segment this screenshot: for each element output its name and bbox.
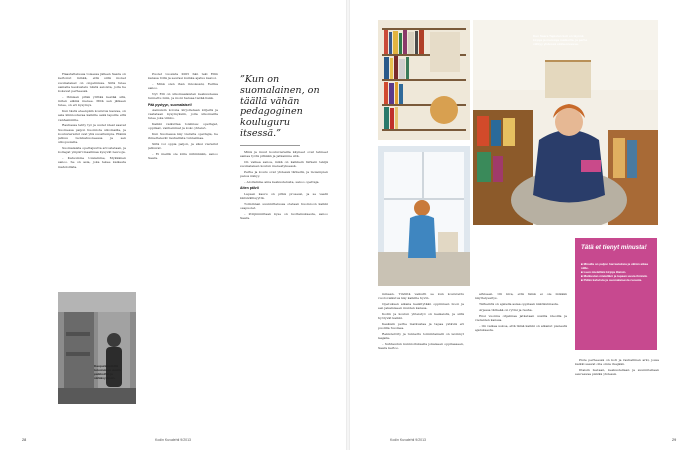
sidebar-item: ■ Matkustan mielelläni ja tapaan uusia ihmisiä.	[581, 274, 648, 279]
portrait-caption: Kun Saara Tapiolan koti on täynnä kirjoja ja muistoja matkoilta, ja perhe viihtyy yhdessä olohuoneessa.	[533, 34, 588, 46]
elevator-photo-image	[58, 292, 136, 404]
paragraph: Rekisteröity ja tunnettu toimintamalli on levinnyt laajalle.	[378, 332, 464, 341]
bookshelf-photo	[378, 20, 470, 140]
article-column-3	[240, 150, 328, 442]
section-subhead: Aiten pälvii	[240, 186, 259, 191]
paragraph: – Ei meillä ole kiire mihinkään, sanoo Saara.	[148, 152, 218, 161]
paragraph: Kun Suomessa käy vieraita opettajia, he ihmettelevät rauhallista tunnelmaa.	[148, 132, 218, 141]
paragraph: Iltaisin luetaan, keskustellaan ja suunnitellaan seuraavaa päivää yhdessä.	[575, 368, 659, 377]
paragraph: Perhe ja koulu ovat yhdessä tärkeitä, ja molempien panos näkyy.	[240, 170, 328, 179]
paragraph: Siitä voi oppia paljon, ja siksi vierailut jatkuvat.	[148, 142, 218, 151]
window-photo	[378, 146, 470, 286]
sidebar-title: Tätä et tienyt minusta!	[581, 244, 647, 251]
paragraph: Rauhassa tehty työ ja uudet ideat saavat Suomessa paljon huomiota ulkomailla, ja kouluvierailut ovat yhä suositumpia. Elämä jatkuu luokkahuoneessa ja sen ulkopuolella.	[58, 123, 126, 145]
paragraph: Lapsen kasvu on pitkä prosessi, ja se vaatii kärsivällisyyttä.	[240, 191, 328, 200]
sidebar-item: ■ Minulla on paljon harrastuksia ja vähän aikaa niille.	[581, 262, 649, 271]
paragraph: – Ihmisen pitää yrittää kestää sitä, miten elämä menee. Mitä sen jälkeen tulee, on eri kysymys.	[58, 94, 126, 108]
article-column-5	[475, 292, 567, 438]
fact-sidebar	[575, 238, 657, 350]
paragraph: – Pohjimmiltaan kyse on luottamuksesta, sanoo Saara.	[240, 211, 328, 220]
paragraph: Minä ja muut kouluvierailla käyneet ovat tehneet samaa työtä pitkään ja jatkamme sitä.	[240, 150, 328, 159]
paragraph: Tärkeintä on ajatella asiaa oppilaan näkökulmasta.	[479, 302, 559, 306]
page-number-right: 29	[672, 438, 677, 442]
paragraph: Opetuksen aikana keskitytään oppimisen iloon ja sen jakamiseen muiden kanssa.	[378, 302, 464, 311]
paragraph: – On vaikea uskoa, että tämä kaikki on alkanut pienestä ajatuksesta.	[475, 323, 567, 332]
article-column-6	[575, 358, 659, 438]
article-column-4	[378, 292, 464, 438]
paragraph: Kaikki vaikuttaa toisiinsa: opettajat, oppilaat, vanhemmat ja koko yhteisö.	[148, 122, 218, 131]
portrait-photo	[473, 20, 658, 225]
photo-caption: Kaupunkiretkillä tutustutaan uusiin paikkoihin ja nähtävyyksiin.	[94, 364, 121, 380]
article-column-2	[148, 72, 218, 442]
left-page	[0, 0, 346, 450]
portrait-photo-image	[473, 20, 658, 225]
paragraph: – Katsomme toisiamme, Mykkänen sanoo. Se on asia, joka tekee kaikesta mahdollista.	[58, 156, 126, 169]
paragraph: Toiminnan suunnittelussa otetaan huomioon kaikki osapuolet.	[240, 201, 328, 210]
elevator-photo	[58, 292, 136, 404]
paragraph: Haastattelussa toisessa jälleen Saara on kertonut minkä, että siitä monet suomalaiset on ongelmissa. Siitä tulee samalla keskustelu niistä asioista, joita he kokevat perheessä.	[58, 72, 126, 93]
paragraph: Suomalaista opettajuutta arvostetaan, ja kollegat ympäri maailmaa kysyvät neuvoja.	[58, 146, 126, 155]
paragraph: Kodin ja koulun yhteistyö on keskeistä, ja siitä hyötyvät kaikki.	[378, 312, 464, 321]
section-subhead: Pää pystyyn, suomalaiset!	[148, 102, 192, 107]
paragraph: – Aloitamme aina keskustelusta, sanoo opettaja.	[244, 180, 320, 184]
page-number-left: 28	[22, 438, 27, 442]
paragraph: Puolet vuosista 2005 hän teki Ellin kanssa töitä ja seurasi kuinka ajatus kasvoi.	[148, 72, 218, 81]
paragraph: Aamuisin kotona kirjoitetaan kirjeitä ja vastataan kysymyksiin, joita ulkomailta tulee joka viikko.	[148, 107, 218, 121]
paragraph: – Suhtaudun kunnioituksella jokaiseen oppilaaseen, Saara kertoo.	[378, 342, 464, 351]
paragraph: Nyt Elli on ulkomaalaisten keskuudessa tunnettu nimi, ja moni haluaa tietää lisää.	[148, 92, 218, 101]
right-page	[350, 0, 696, 450]
paragraph: Kesäisin perhe matkustaa ja tapaa ystäviä eri puolilla Suomea.	[378, 322, 464, 331]
sidebar-list	[581, 262, 653, 282]
paragraph: – Minä olen ihan innoissani, Eerika sanoo.	[148, 82, 218, 91]
pull-quote-rule	[240, 145, 300, 146]
pull-quote-text: ”Kun on suomalainen, on täällä vähän pedagoginen kouluguru itsessä.”	[240, 74, 320, 139]
footer-center: Kodin Kuvalehti 9/2013	[390, 438, 426, 442]
paragraph: Arjessa tärkeää on rytmi ja rauha.	[479, 307, 533, 312]
paragraph: minaan. Tiiviiltä vaikutti se kun koulutettu vuorovaikutus käy kaikille hyvin.	[378, 292, 464, 301]
bookshelf-photo-image	[378, 20, 470, 140]
paragraph: On vaikea sanoa, mikä on kaikkein tärkein tekijä suomalaisen koulun menestyksessä.	[240, 160, 328, 169]
sidebar-item: ■ Pidän kahvista ja suomalaisesta ruoasta.	[581, 278, 643, 283]
paragraph: Piste perheessä on koti ja rauhallinen arki, jossa kaikki saavat olla omia itsejään.	[575, 358, 659, 367]
footer-left: Kodin Kuvalehti 9/2013	[155, 438, 191, 442]
paragraph: arkiseen. Oli kiva, että tämä ei ole mikään näyttelyesitys.	[475, 292, 567, 301]
window-photo-image	[378, 146, 470, 286]
sidebar-item: ■ Luen mielelläni kirjoja iltaisin.	[581, 270, 627, 275]
paragraph: Kun tästä eteenpäin koulutus kasvaa, on asia kiinnostavaa kaikille sekä lapsille että vanhemmille.	[58, 109, 126, 122]
pull-quote	[240, 75, 330, 146]
paragraph: Ensi vuonna ohjelmaa jatketaan uusilla ideoilla ja vieraiden kanssa.	[475, 313, 567, 322]
